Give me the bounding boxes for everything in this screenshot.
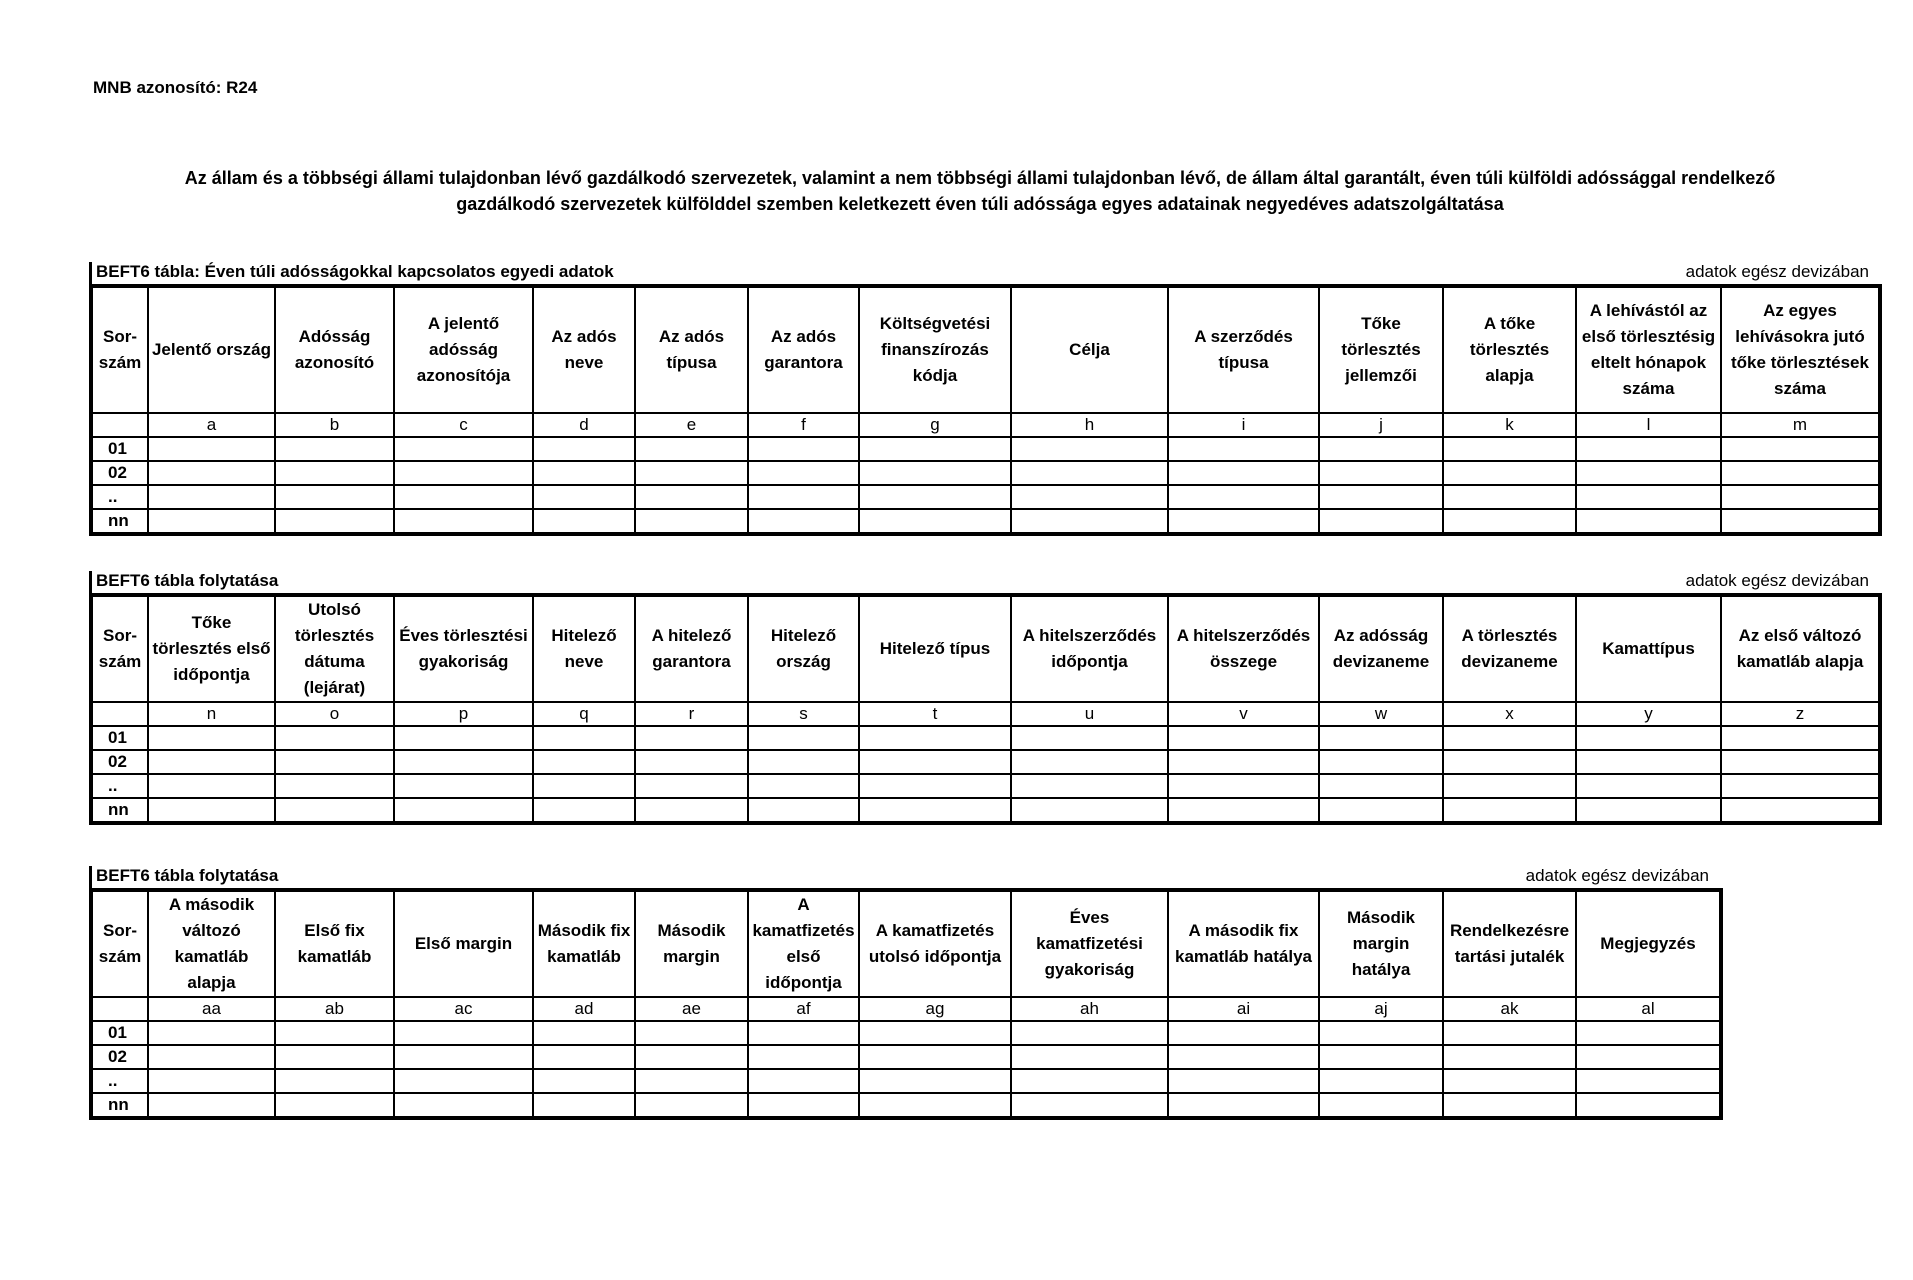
- data-cell[interactable]: [859, 461, 1011, 485]
- column-header: A második változó kamatláb alapja: [148, 890, 275, 997]
- data-cell[interactable]: [394, 1045, 533, 1069]
- data-cell[interactable]: [148, 461, 275, 485]
- column-header: A kamatfizetés első időpontja: [748, 890, 859, 997]
- data-cell[interactable]: [748, 461, 859, 485]
- table-2-caption: [89, 571, 1875, 593]
- data-cell[interactable]: [394, 798, 533, 823]
- data-cell[interactable]: [394, 1021, 533, 1045]
- column-header: A lehívástól az első törlesztésig eltelt hónapok száma: [1576, 286, 1721, 413]
- column-letter: ah: [1011, 997, 1168, 1021]
- table-2-unit: adatok egész devizában: [1685, 571, 1869, 590]
- data-cell[interactable]: [148, 774, 275, 798]
- data-cell[interactable]: [533, 1069, 635, 1093]
- data-cell[interactable]: [748, 485, 859, 509]
- table-3-section: [89, 866, 1715, 1120]
- data-cell[interactable]: [1168, 461, 1319, 485]
- data-cell[interactable]: [275, 750, 394, 774]
- column-letter: o: [275, 702, 394, 726]
- data-cell[interactable]: [635, 485, 748, 509]
- data-cell[interactable]: [1576, 750, 1721, 774]
- data-cell[interactable]: [275, 461, 394, 485]
- data-cell[interactable]: [1011, 1093, 1168, 1118]
- data-cell[interactable]: [859, 509, 1011, 534]
- data-cell[interactable]: [635, 726, 748, 750]
- data-cell[interactable]: [1011, 1021, 1168, 1045]
- data-cell[interactable]: [1011, 1069, 1168, 1093]
- row-number: 02: [91, 750, 148, 774]
- data-cell[interactable]: [394, 437, 533, 461]
- column-header: Első margin: [394, 890, 533, 997]
- data-cell[interactable]: [275, 437, 394, 461]
- column-letter: y: [1576, 702, 1721, 726]
- column-letter: p: [394, 702, 533, 726]
- column-header: A szerződés típusa: [1168, 286, 1319, 413]
- column-header: A jelentő adósság azonosítója: [394, 286, 533, 413]
- data-cell[interactable]: [748, 1021, 859, 1045]
- data-cell[interactable]: [533, 750, 635, 774]
- data-cell[interactable]: [1576, 1069, 1721, 1093]
- data-cell[interactable]: [533, 774, 635, 798]
- data-cell[interactable]: [635, 774, 748, 798]
- table-1-caption: [89, 262, 1875, 284]
- data-cell[interactable]: [1443, 1045, 1576, 1069]
- column-letter: [91, 702, 148, 726]
- column-header: Éves kamatfizetési gyakoriság: [1011, 890, 1168, 997]
- column-letter: n: [148, 702, 275, 726]
- data-cell[interactable]: [1168, 774, 1319, 798]
- data-cell[interactable]: [1011, 437, 1168, 461]
- column-header: Az egyes lehívásokra jutó tőke törlesztések száma: [1721, 286, 1880, 413]
- data-cell[interactable]: [275, 1045, 394, 1069]
- data-cell[interactable]: [1168, 1069, 1319, 1093]
- data-cell[interactable]: [1168, 1045, 1319, 1069]
- data-cell[interactable]: [533, 798, 635, 823]
- table-row: [91, 437, 1880, 461]
- data-cell[interactable]: [533, 1093, 635, 1118]
- column-header: Az adós neve: [533, 286, 635, 413]
- column-letter: k: [1443, 413, 1576, 437]
- table-row: [91, 1069, 1721, 1093]
- data-cell[interactable]: [1721, 798, 1880, 823]
- data-cell[interactable]: [1319, 1021, 1443, 1045]
- row-number: 02: [91, 1045, 148, 1069]
- row-number: 01: [91, 726, 148, 750]
- data-cell[interactable]: [1319, 726, 1443, 750]
- data-cell[interactable]: [859, 437, 1011, 461]
- data-cell[interactable]: [1576, 1045, 1721, 1069]
- data-cell[interactable]: [275, 485, 394, 509]
- data-cell[interactable]: [748, 1093, 859, 1118]
- data-cell[interactable]: [1576, 726, 1721, 750]
- column-header: A hitelező garantora: [635, 595, 748, 702]
- data-cell[interactable]: [148, 485, 275, 509]
- data-cell[interactable]: [1443, 1069, 1576, 1093]
- column-header: Tőke törlesztés első időpontja: [148, 595, 275, 702]
- data-cell[interactable]: [394, 1093, 533, 1118]
- data-cell[interactable]: [1011, 509, 1168, 534]
- data-cell[interactable]: [533, 726, 635, 750]
- column-header: Kamattípus: [1576, 595, 1721, 702]
- table-3: [89, 888, 1723, 1120]
- data-cell[interactable]: [1168, 750, 1319, 774]
- data-cell[interactable]: [859, 485, 1011, 509]
- column-letter: ag: [859, 997, 1011, 1021]
- data-cell[interactable]: [635, 798, 748, 823]
- data-cell[interactable]: [1576, 798, 1721, 823]
- data-cell[interactable]: [394, 509, 533, 534]
- data-cell[interactable]: [635, 750, 748, 774]
- column-letter: u: [1011, 702, 1168, 726]
- header-row: [91, 286, 1880, 413]
- data-cell[interactable]: [1443, 750, 1576, 774]
- column-header: Első fix kamatláb: [275, 890, 394, 997]
- data-cell[interactable]: [1443, 798, 1576, 823]
- data-cell[interactable]: [1443, 485, 1576, 509]
- data-cell[interactable]: [1319, 1069, 1443, 1093]
- data-cell[interactable]: [859, 774, 1011, 798]
- data-cell[interactable]: [394, 774, 533, 798]
- table-row: [91, 726, 1880, 750]
- data-cell[interactable]: [148, 1093, 275, 1118]
- data-cell[interactable]: [1721, 461, 1880, 485]
- column-header: Hitelező ország: [748, 595, 859, 702]
- data-cell[interactable]: [1011, 750, 1168, 774]
- column-letter-row: [91, 413, 1880, 437]
- column-header: Utolsó törlesztés dátuma (lejárat): [275, 595, 394, 702]
- column-letter: g: [859, 413, 1011, 437]
- data-cell[interactable]: [748, 774, 859, 798]
- table-row: [91, 485, 1880, 509]
- row-number: 02: [91, 461, 148, 485]
- column-letter: ac: [394, 997, 533, 1021]
- data-cell[interactable]: [859, 726, 1011, 750]
- column-header: Az adós típusa: [635, 286, 748, 413]
- column-letter: af: [748, 997, 859, 1021]
- table-2-section: [89, 571, 1875, 825]
- column-header: Hitelező típus: [859, 595, 1011, 702]
- column-header: Hitelező neve: [533, 595, 635, 702]
- data-cell[interactable]: [394, 461, 533, 485]
- column-header: Sor-szám: [91, 595, 148, 702]
- table-1-unit: adatok egész devizában: [1685, 262, 1869, 281]
- table-row: [91, 509, 1880, 534]
- row-number: nn: [91, 1093, 148, 1118]
- column-header: Megjegyzés: [1576, 890, 1721, 997]
- data-cell[interactable]: [635, 1069, 748, 1093]
- data-cell[interactable]: [1011, 798, 1168, 823]
- column-letter: i: [1168, 413, 1319, 437]
- column-header: A hitelszerződés összege: [1168, 595, 1319, 702]
- row-number: nn: [91, 509, 148, 534]
- data-cell[interactable]: [1011, 1045, 1168, 1069]
- data-cell[interactable]: [275, 1021, 394, 1045]
- row-number: ..: [91, 774, 148, 798]
- data-cell[interactable]: [533, 485, 635, 509]
- data-cell[interactable]: [748, 1045, 859, 1069]
- column-letter: a: [148, 413, 275, 437]
- column-letter: l: [1576, 413, 1721, 437]
- data-cell[interactable]: [1168, 1021, 1319, 1045]
- column-letter: ab: [275, 997, 394, 1021]
- data-cell[interactable]: [1721, 437, 1880, 461]
- column-header: A kamatfizetés utolsó időpontja: [859, 890, 1011, 997]
- column-letter: d: [533, 413, 635, 437]
- column-header: Második margin hatálya: [1319, 890, 1443, 997]
- column-letter: f: [748, 413, 859, 437]
- column-letter: ai: [1168, 997, 1319, 1021]
- data-cell[interactable]: [1011, 726, 1168, 750]
- data-cell[interactable]: [533, 1045, 635, 1069]
- data-cell[interactable]: [1319, 750, 1443, 774]
- data-cell[interactable]: [1168, 1093, 1319, 1118]
- data-cell[interactable]: [533, 461, 635, 485]
- data-cell[interactable]: [1319, 437, 1443, 461]
- header-row: [91, 890, 1721, 997]
- data-cell[interactable]: [1319, 1045, 1443, 1069]
- column-header: A törlesztés devizaneme: [1443, 595, 1576, 702]
- data-cell[interactable]: [859, 750, 1011, 774]
- data-cell[interactable]: [748, 798, 859, 823]
- data-cell[interactable]: [148, 1021, 275, 1045]
- data-cell[interactable]: [859, 1021, 1011, 1045]
- row-number: nn: [91, 798, 148, 823]
- table-1-section: [89, 262, 1875, 536]
- column-letter: r: [635, 702, 748, 726]
- row-number: 01: [91, 1021, 148, 1045]
- table-row: [91, 1093, 1721, 1118]
- table-1-name: BEFT6 tábla: Éven túli adósságokkal kapcsolatos egyedi adatok: [96, 262, 614, 281]
- column-header: Adósság azonosító: [275, 286, 394, 413]
- data-cell[interactable]: [1443, 461, 1576, 485]
- data-cell[interactable]: [275, 798, 394, 823]
- column-letter: [91, 997, 148, 1021]
- row-number: ..: [91, 1069, 148, 1093]
- data-cell[interactable]: [1443, 774, 1576, 798]
- data-cell[interactable]: [1443, 437, 1576, 461]
- data-cell[interactable]: [533, 509, 635, 534]
- data-cell[interactable]: [394, 726, 533, 750]
- column-header: A hitelszerződés időpontja: [1011, 595, 1168, 702]
- table-row: [91, 1021, 1721, 1045]
- data-cell[interactable]: [394, 485, 533, 509]
- data-cell[interactable]: [148, 437, 275, 461]
- column-letter: e: [635, 413, 748, 437]
- column-header: Második margin: [635, 890, 748, 997]
- column-header: Költségvetési finanszírozás kódja: [859, 286, 1011, 413]
- column-header: Sor-szám: [91, 286, 148, 413]
- data-cell[interactable]: [148, 1045, 275, 1069]
- column-letter: q: [533, 702, 635, 726]
- table-row: [91, 1045, 1721, 1069]
- data-cell[interactable]: [1576, 485, 1721, 509]
- column-letter: ak: [1443, 997, 1576, 1021]
- data-cell[interactable]: [148, 750, 275, 774]
- column-letter: m: [1721, 413, 1880, 437]
- data-cell[interactable]: [635, 509, 748, 534]
- column-letter: j: [1319, 413, 1443, 437]
- data-cell[interactable]: [1443, 1093, 1576, 1118]
- column-header: Az első változó kamatláb alapja: [1721, 595, 1880, 702]
- data-cell[interactable]: [275, 726, 394, 750]
- data-cell[interactable]: [1443, 509, 1576, 534]
- data-cell[interactable]: [1721, 750, 1880, 774]
- data-cell[interactable]: [1576, 509, 1721, 534]
- data-cell[interactable]: [1319, 485, 1443, 509]
- data-cell[interactable]: [1319, 1093, 1443, 1118]
- mnb-identifier: MNB azonosító: R24: [93, 78, 258, 97]
- data-cell[interactable]: [859, 1093, 1011, 1118]
- data-cell[interactable]: [635, 437, 748, 461]
- table-2-name: BEFT6 tábla folytatása: [96, 571, 279, 590]
- table-3-unit: adatok egész devizában: [1525, 866, 1709, 885]
- data-cell[interactable]: [748, 509, 859, 534]
- column-letter: w: [1319, 702, 1443, 726]
- data-cell[interactable]: [275, 1069, 394, 1093]
- column-letter: aj: [1319, 997, 1443, 1021]
- table-row: [91, 798, 1880, 823]
- title-line-2: gazdálkodó szervezetek külfölddel szemben keletkezett éven túli adóssága egyes adatainak negyedéves adatszolgáltatása: [456, 194, 1504, 214]
- data-cell[interactable]: [1011, 461, 1168, 485]
- table-3-caption: [89, 866, 1715, 888]
- column-header: Célja: [1011, 286, 1168, 413]
- data-cell[interactable]: [275, 509, 394, 534]
- data-cell[interactable]: [1319, 798, 1443, 823]
- data-cell[interactable]: [275, 1093, 394, 1118]
- column-header: Tőke törlesztés jellemzői: [1319, 286, 1443, 413]
- data-cell[interactable]: [1576, 1021, 1721, 1045]
- column-letter-row: [91, 997, 1721, 1021]
- data-cell[interactable]: [1168, 726, 1319, 750]
- data-cell[interactable]: [1168, 485, 1319, 509]
- data-cell[interactable]: [1011, 774, 1168, 798]
- data-cell[interactable]: [533, 437, 635, 461]
- data-cell[interactable]: [635, 1021, 748, 1045]
- column-header: Sor-szám: [91, 890, 148, 997]
- data-cell[interactable]: [748, 437, 859, 461]
- data-cell[interactable]: [1721, 509, 1880, 534]
- column-letter: al: [1576, 997, 1721, 1021]
- data-cell[interactable]: [1168, 798, 1319, 823]
- table-2: [89, 593, 1882, 825]
- data-cell[interactable]: [635, 1045, 748, 1069]
- data-cell[interactable]: [748, 726, 859, 750]
- column-header: Az adósság devizaneme: [1319, 595, 1443, 702]
- row-number: 01: [91, 437, 148, 461]
- data-cell[interactable]: [533, 1021, 635, 1045]
- data-cell[interactable]: [1168, 437, 1319, 461]
- column-header: Jelentő ország: [148, 286, 275, 413]
- page-title: [95, 165, 1865, 217]
- column-letter: v: [1168, 702, 1319, 726]
- data-cell[interactable]: [1576, 1093, 1721, 1118]
- column-header: A második fix kamatláb hatálya: [1168, 890, 1319, 997]
- column-header: Rendelkezésre tartási jutalék: [1443, 890, 1576, 997]
- data-cell[interactable]: [859, 798, 1011, 823]
- table-row: [91, 461, 1880, 485]
- column-letter: c: [394, 413, 533, 437]
- column-letter: b: [275, 413, 394, 437]
- column-letter: ad: [533, 997, 635, 1021]
- data-cell[interactable]: [1721, 485, 1880, 509]
- data-cell[interactable]: [748, 750, 859, 774]
- table-1: [89, 284, 1882, 536]
- table-row: [91, 750, 1880, 774]
- column-letter: aa: [148, 997, 275, 1021]
- data-cell[interactable]: [1576, 461, 1721, 485]
- column-letter: ae: [635, 997, 748, 1021]
- column-letter: s: [748, 702, 859, 726]
- table-3-name: BEFT6 tábla folytatása: [96, 866, 279, 885]
- data-cell[interactable]: [1721, 726, 1880, 750]
- data-cell[interactable]: [635, 461, 748, 485]
- data-cell[interactable]: [859, 1045, 1011, 1069]
- column-letter: t: [859, 702, 1011, 726]
- row-number: ..: [91, 485, 148, 509]
- column-letter: h: [1011, 413, 1168, 437]
- column-letter-row: [91, 702, 1880, 726]
- data-cell[interactable]: [394, 750, 533, 774]
- data-cell[interactable]: [1721, 774, 1880, 798]
- data-cell[interactable]: [1576, 437, 1721, 461]
- data-cell[interactable]: [148, 798, 275, 823]
- data-cell[interactable]: [1011, 485, 1168, 509]
- data-cell[interactable]: [1319, 461, 1443, 485]
- column-letter: [91, 413, 148, 437]
- data-cell[interactable]: [275, 774, 394, 798]
- column-letter: z: [1721, 702, 1880, 726]
- data-cell[interactable]: [1319, 509, 1443, 534]
- data-cell[interactable]: [859, 1069, 1011, 1093]
- column-header: A tőke törlesztés alapja: [1443, 286, 1576, 413]
- column-letter: x: [1443, 702, 1576, 726]
- title-line-1: Az állam és a többségi állami tulajdonban lévő gazdálkodó szervezetek, valamint a nem többségi állami tulajdonban lévő, de állam által garantált, éven túli külföldi adóssággal rendelkező: [184, 168, 1776, 188]
- data-cell[interactable]: [148, 726, 275, 750]
- table-row: [91, 774, 1880, 798]
- data-cell[interactable]: [148, 509, 275, 534]
- column-header: Éves törlesztési gyakoriság: [394, 595, 533, 702]
- data-cell[interactable]: [1443, 726, 1576, 750]
- data-cell[interactable]: [1576, 774, 1721, 798]
- header-row: [91, 595, 1880, 702]
- data-cell[interactable]: [148, 1069, 275, 1093]
- data-cell[interactable]: [1319, 774, 1443, 798]
- data-cell[interactable]: [1443, 1021, 1576, 1045]
- data-cell[interactable]: [394, 1069, 533, 1093]
- data-cell[interactable]: [748, 1069, 859, 1093]
- column-header: Az adós garantora: [748, 286, 859, 413]
- column-header: Második fix kamatláb: [533, 890, 635, 997]
- data-cell[interactable]: [1168, 509, 1319, 534]
- data-cell[interactable]: [635, 1093, 748, 1118]
